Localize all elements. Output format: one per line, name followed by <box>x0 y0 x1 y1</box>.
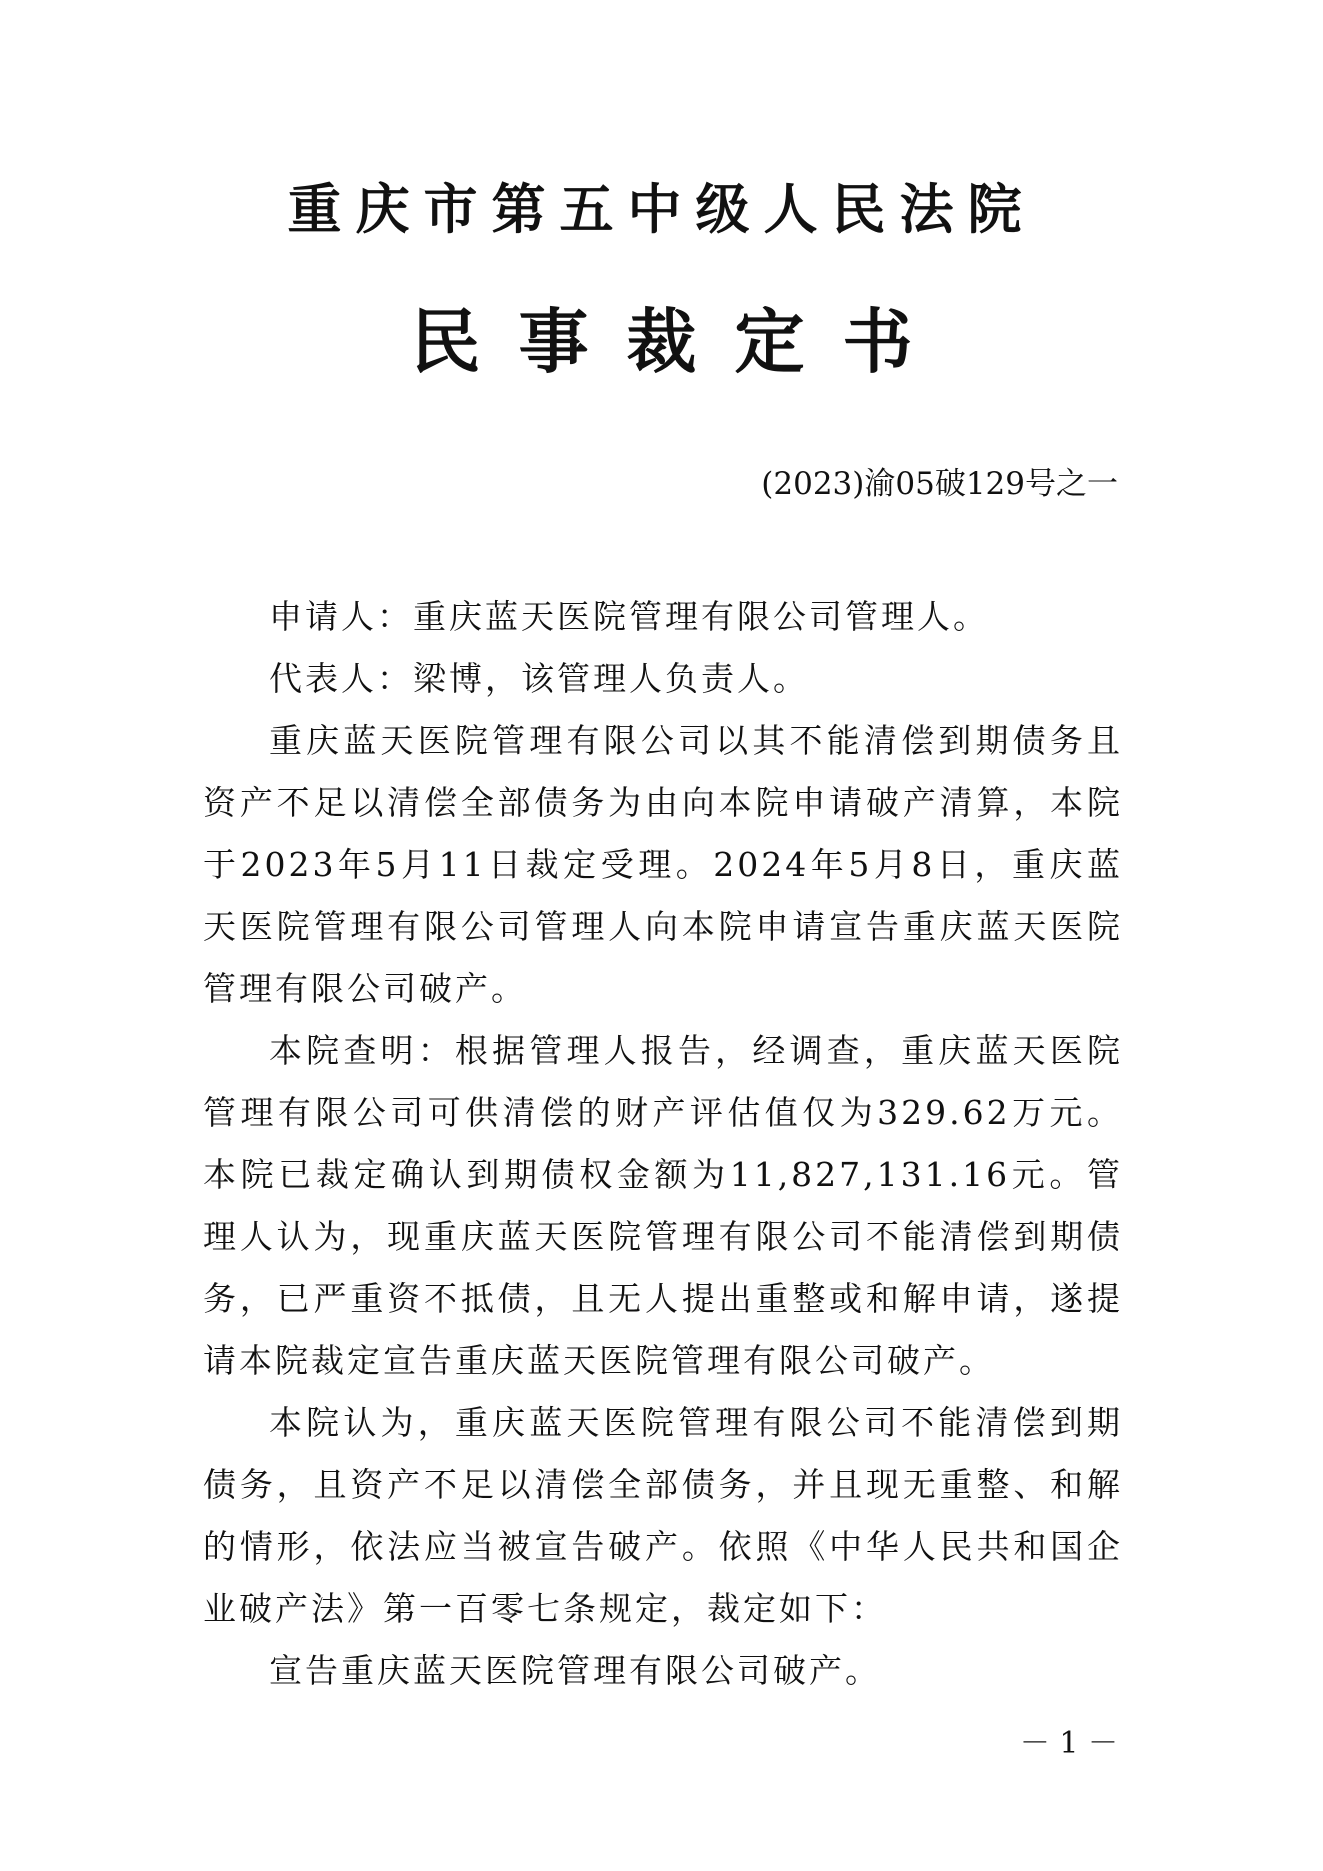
court-name-heading: 重庆市第五中级人民法院 <box>287 178 1036 241</box>
case-number: (2023)渝05破129号之一 <box>761 466 1118 502</box>
document-body <box>203 586 1123 1702</box>
representative-paragraph: 代表人：梁博，该管理人负责人。 <box>269 659 809 698</box>
reasoning-paragraph: 本院认为，重庆蓝天医院管理有限公司不能清偿到期债务，且资产不足以清偿全部债务，并且现无重整、和解的情形，依法应当被宣告破产。依照《中华人民共和国企业破产法》第一百零七条规定，裁定如下： <box>203 1403 1123 1628</box>
page-number: － 1 － <box>1019 1726 1118 1761</box>
ruling-paragraph: 宣告重庆蓝天医院管理有限公司破产。 <box>269 1651 881 1690</box>
findings-paragraph: 本院查明：根据管理人报告，经调查，重庆蓝天医院管理有限公司可供清偿的财产评估值仅为329.62万元。本院已裁定确认到期债权金额为11,827,131.16元。管理人认为，现重庆蓝天医院管理有限公司不能清偿到期债务，已严重资不抵债，且无人提出重整或和解申请，遂提请本院裁定宣告重庆蓝天医院管理有限公司破产。 <box>203 1031 1123 1380</box>
applicant-paragraph: 申请人：重庆蓝天医院管理有限公司管理人。 <box>269 597 989 636</box>
background-paragraph: 重庆蓝天医院管理有限公司以其不能清偿到期债务且资产不足以清偿全部债务为由向本院申请破产清算，本院于2023年5月11日裁定受理。2024年5月8日，重庆蓝天医院管理有限公司管理人向本院申请宣告重庆蓝天医院管理有限公司破产。 <box>203 721 1123 1008</box>
document-title: 民事裁定书 <box>410 301 951 383</box>
